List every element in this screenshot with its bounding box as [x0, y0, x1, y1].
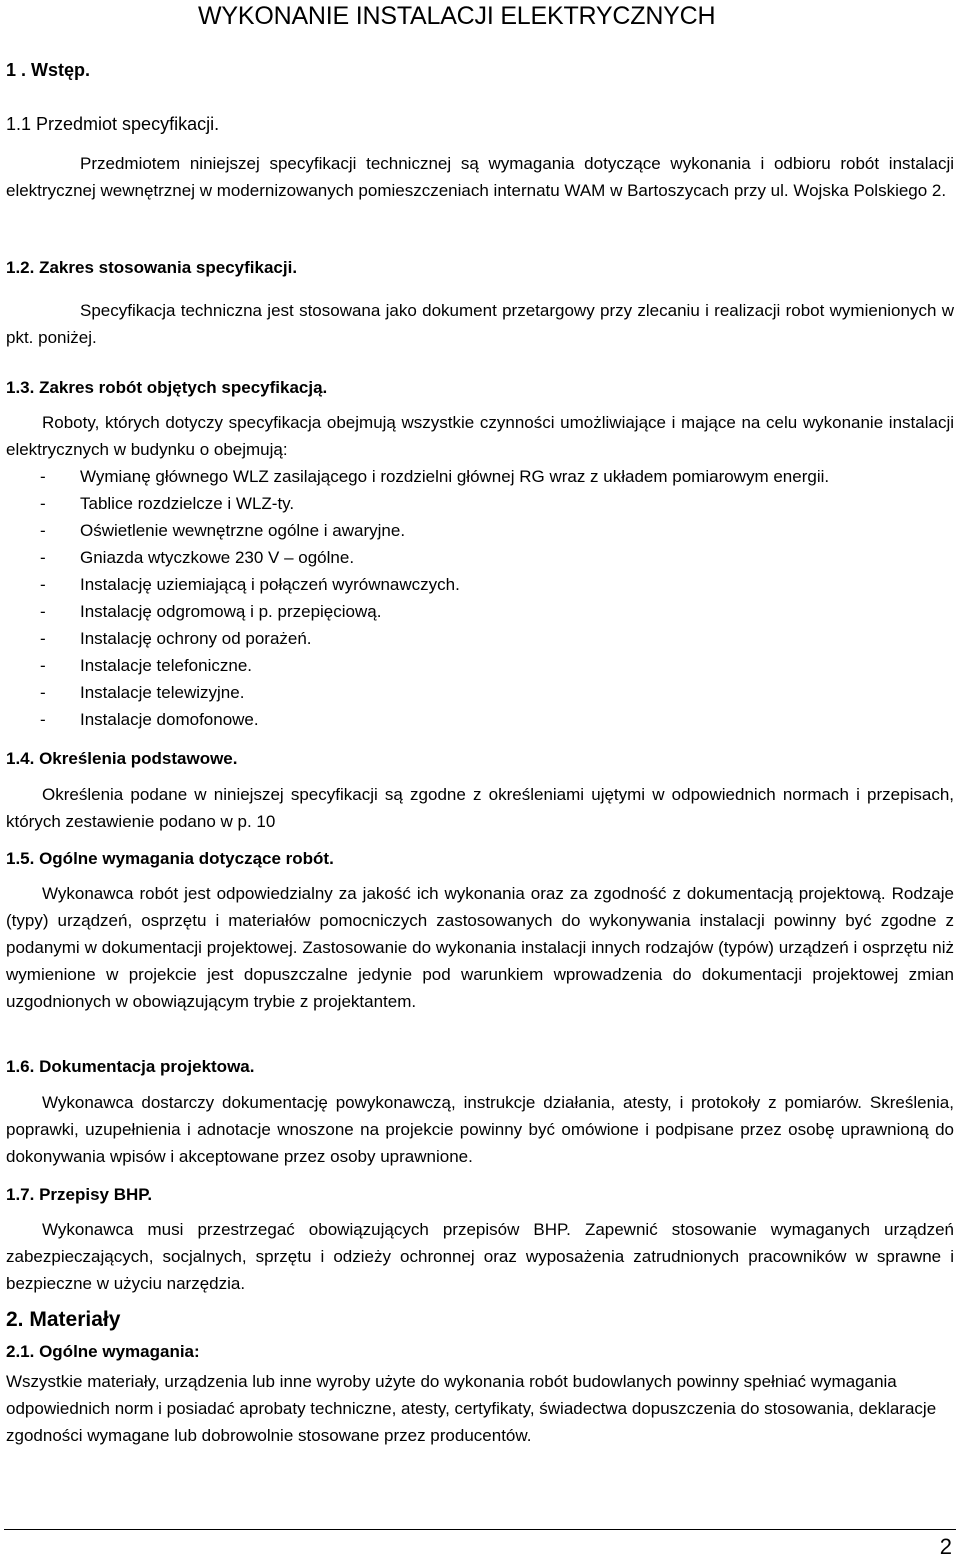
- section-1-3-text: Roboty, których dotyczy specyfikacja obejmują wszystkie czynności umożliwiające i mające na celu wykonanie instalacji elektrycznych w budynku o obejmują:: [6, 413, 954, 459]
- list-item: - Instalację odgromową i p. przepięciową.: [40, 602, 382, 621]
- page-number: 2: [939, 1534, 952, 1559]
- list-item: - Instalacje domofonowe.: [40, 710, 259, 729]
- section-1-5-text: Wykonawca robót jest odpowiedzialny za jakość ich wykonania oraz za zgodność z dokumentacją projektową. Rodzaje (typy) urządzeń, osprzętu i materiałów pomocniczych zastosowanych do wykonywania instalacji powinny być zgodne z podanymi w dokumentacji projektowej. Zastosowanie do wykonania instalacji innych rodzajów (typów) urządzeń i osprzętu niż wymienione w projekcie jest dopuszczalne jedynie pod warunkiem wprowadzenia do dokumentacji projektowej zmian uzgodnionych w obowiązującym trybie z projektantem.: [6, 884, 954, 1011]
- list-item: - Instalację ochrony od porażeń.: [40, 629, 312, 648]
- list-item: - Instalację uziemiającą i połączeń wyrównawczych.: [40, 575, 460, 594]
- document-title: WYKONANIE INSTALACJI ELEKTRYCZNYCH: [198, 2, 716, 30]
- list-item: - Gniazda wtyczkowe 230 V – ogólne.: [40, 548, 355, 567]
- list-item: - Wymianę głównego WLZ zasilającego i rozdzielni głównej RG wraz z układem pomiarowym energii.: [40, 467, 830, 486]
- section-1-7-heading: 1.7. Przepisy BHP.: [6, 1185, 153, 1204]
- section-1-3-heading: 1.3. Zakres robót objętych specyfikacją.: [6, 378, 328, 397]
- list-item: - Oświetlenie wewnętrzne ogólne i awaryjne.: [40, 521, 406, 540]
- section-1-2-text: Specyfikacja techniczna jest stosowana jako dokument przetargowy przy zlecaniu i realizacji robot wymienionych w pkt. poniżej.: [6, 301, 954, 347]
- list-item: - Instalacje telefoniczne.: [40, 656, 252, 675]
- scope-list: [6, 463, 954, 733]
- section-2-1-heading: 2.1. Ogólne wymagania:: [6, 1342, 200, 1361]
- section-1-5-heading: 1.5. Ogólne wymagania dotyczące robót.: [6, 849, 334, 868]
- section-1-6-text: Wykonawca dostarczy dokumentację powykonawczą, instrukcje działania, atesty, i protokoły z pomiarów. Skreślenia, poprawki, uzupełnienia i adnotacje wnoszone na projekcie powinny być omówione i podpisane przez osobę uprawnioną do dokonywania wpisów i akceptowane przez osoby uprawnione.: [6, 1093, 954, 1166]
- section-1-4-text: Określenia podane w niniejszej specyfikacji są zgodne z określeniami ujętymi w odpowiednich normach i przepisach, których zestawienie podano w p. 10: [6, 785, 954, 831]
- section-1-2-heading: 1.2. Zakres stosowania specyfikacji.: [6, 258, 298, 277]
- section-1-4-heading: 1.4. Określenia podstawowe.: [6, 749, 238, 768]
- footer-divider: [4, 1529, 956, 1530]
- section-1-1-heading: 1.1 Przedmiot specyfikacji.: [6, 114, 220, 134]
- section-1-1-text: Przedmiotem niniejszej specyfikacji technicznej są wymagania dotyczące wykonania i odbioru robót instalacji elektrycznej wewnętrznej w modernizowanych pomieszczeniach internatu WAM w Bartoszycach przy ul. Wojska Polskiego 2.: [6, 154, 954, 200]
- list-item: - Tablice rozdzielcze i WLZ-ty.: [40, 494, 295, 513]
- list-item: - Instalacje telewizyjne.: [40, 683, 245, 702]
- section-1-6-heading: 1.6. Dokumentacja projektowa.: [6, 1057, 255, 1076]
- section-2-heading: 2. Materiały: [6, 1308, 121, 1331]
- section-1-7-text: Wykonawca musi przestrzegać obowiązujących przepisów BHP. Zapewnić stosowanie wymaganych urządzeń zabezpieczających, socjalnych, sprzętu i odzieży ochronnej oraz wyposażenia zatrudnionych pracowników w sprawne i bezpieczne w użyciu narzędzia.: [6, 1220, 954, 1293]
- section-2-1-text: Wszystkie materiały, urządzenia lub inne wyroby użyte do wykonania robót budowlanych powinny spełniać wymagania odpowiednich norm i posiadać aprobaty techniczne, atesty, certyfikaty, świadectwa dopuszczenia do stosowania, deklaracje zgodności wymagane lub dobrowolnie stosowane przez producentów.: [6, 1372, 937, 1445]
- section-1-heading: 1 . Wstęp.: [6, 60, 91, 80]
